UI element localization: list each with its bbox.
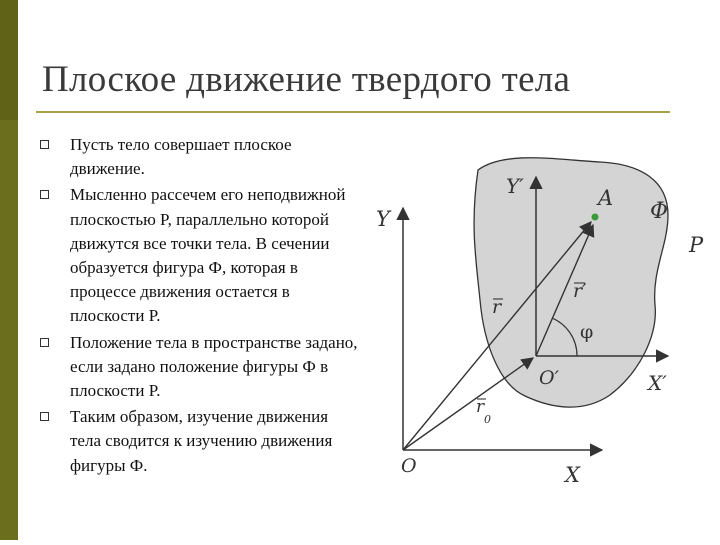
label-a: A <box>598 186 614 210</box>
label-y-prime: Y′ <box>506 174 524 198</box>
square-bullet-icon <box>40 412 49 421</box>
bullet-item <box>38 133 358 181</box>
label-angle-phi: φ <box>580 321 594 343</box>
bullet-text: Положение тела в пространстве задано, если задано положение фигуры Ф в плоскости P. <box>70 332 358 401</box>
label-o-prime: O′ <box>539 367 559 389</box>
label-y: Y <box>376 207 390 231</box>
point-a-marker <box>592 214 599 221</box>
bullet-text: Пусть тело совершает плоское движение. <box>70 135 292 179</box>
label-x-prime: X′ <box>648 371 667 395</box>
bullet-text: Мысленно рассечем его неподвижной плоскостью P, параллельно которой движутся все точки тела. В сечении образуется фигура Ф, которая в процессе движения остается в плоскости P. <box>70 185 346 326</box>
kinematics-diagram <box>360 140 720 540</box>
side-accent-band <box>0 0 18 120</box>
square-bullet-icon <box>40 140 49 149</box>
slide-title: Плоское движение твердого тела <box>42 59 571 100</box>
label-r: r <box>492 296 502 318</box>
square-bullet-icon <box>40 338 49 347</box>
label-x: X <box>565 463 580 487</box>
bullet-list <box>38 133 358 480</box>
bullet-text: Таким образом, изучение движения тела сводится к изучению движения фигуры Ф. <box>70 407 333 475</box>
label-phi-figure: Φ <box>650 199 669 224</box>
label-r-prime: r′ <box>573 280 587 302</box>
label-plane-p: P <box>689 233 704 257</box>
bullet-item <box>38 405 358 478</box>
bullet-item <box>38 183 358 328</box>
figure-phi-shape <box>474 158 668 407</box>
title-underline <box>36 111 670 113</box>
label-o: O <box>401 455 417 477</box>
label-r0-subscript: 0 <box>484 413 491 426</box>
side-accent-bar <box>0 0 18 540</box>
bullet-item <box>38 331 358 404</box>
square-bullet-icon <box>40 190 49 199</box>
label-r0: r <box>476 397 485 417</box>
